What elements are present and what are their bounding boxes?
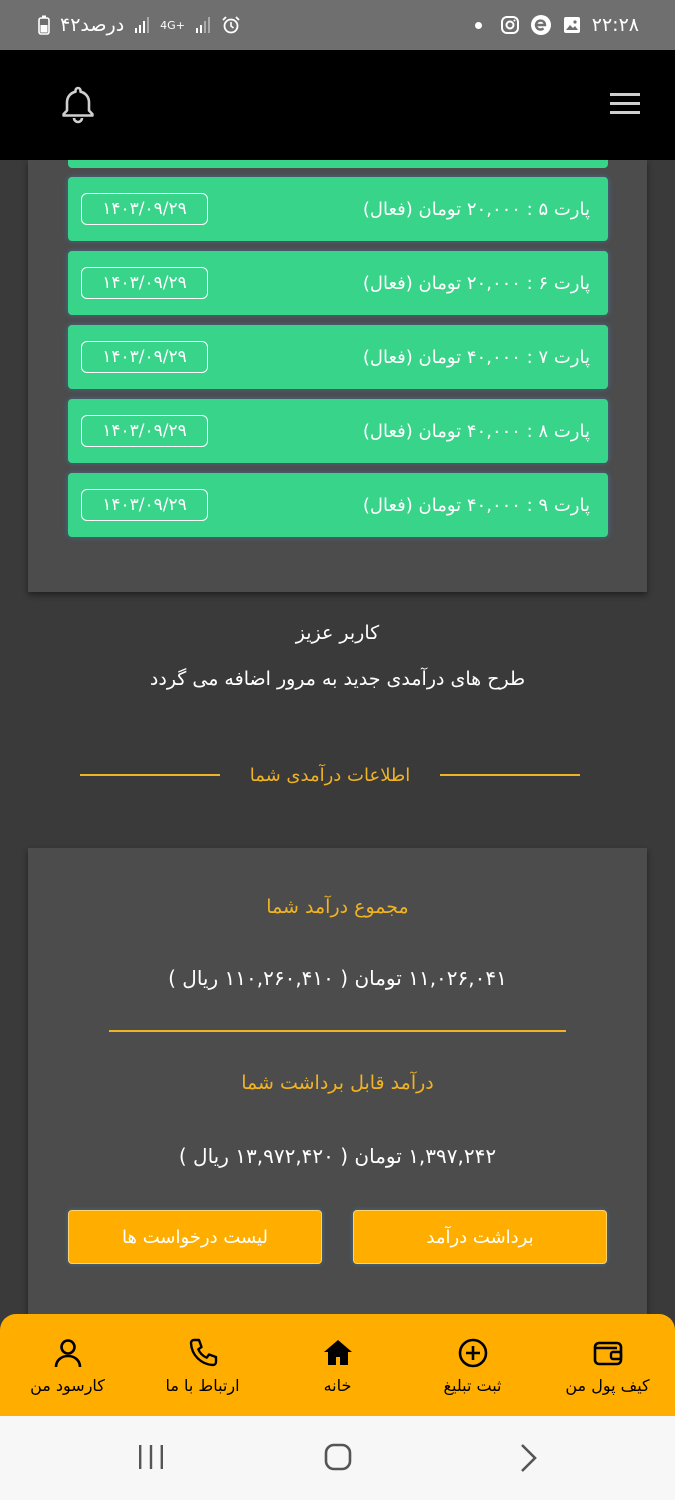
installment-date-badge: ۱۴۰۳/۰۹/۲۹	[81, 341, 208, 373]
installment-row	[68, 177, 608, 241]
bottom-navigation	[0, 1314, 675, 1416]
phone-icon	[186, 1336, 220, 1370]
installment-label: پارت ۶ : ۲۰,۰۰۰ تومان (فعال)	[362, 272, 590, 294]
notification-dot	[475, 22, 482, 29]
heading-divider-right	[440, 774, 580, 776]
installment-row	[68, 473, 608, 537]
installments-card	[28, 160, 647, 592]
installment-date-badge: ۱۴۰۳/۰۹/۲۹	[81, 267, 208, 299]
plus-circle-icon	[456, 1336, 490, 1370]
withdraw-income-button[interactable]: برداشت درآمد	[353, 1210, 607, 1264]
hamburger-menu-icon	[609, 90, 641, 118]
signal-icon	[134, 16, 150, 34]
status-right	[475, 14, 639, 36]
status-left	[38, 14, 241, 36]
battery-icon	[38, 15, 50, 35]
nav-label: کیف پول من	[565, 1376, 650, 1395]
app-e-icon	[530, 14, 552, 36]
installment-date-badge: ۱۴۰۳/۰۹/۲۹	[81, 415, 208, 447]
bell-icon	[56, 82, 100, 126]
withdrawable-income-title: درآمد قابل برداشت شما	[241, 1072, 434, 1094]
nav-label: کارسود من	[30, 1376, 105, 1395]
installment-row-partial	[68, 160, 608, 168]
installment-label: پارت ۵ : ۲۰,۰۰۰ تومان (فعال)	[362, 198, 590, 220]
network-type: 4G+	[160, 18, 185, 32]
installment-label: پارت ۹ : ۴۰,۰۰۰ تومان (فعال)	[362, 494, 590, 516]
gallery-icon	[562, 15, 582, 35]
installment-row	[68, 399, 608, 463]
dear-user-text: کاربر عزیز	[295, 622, 380, 644]
income-divider	[109, 1030, 566, 1032]
nav-item-wallet[interactable]	[540, 1314, 675, 1416]
heading-text: اطلاعات درآمدی شما	[249, 764, 411, 786]
instagram-icon	[500, 15, 520, 35]
system-navigation-bar	[0, 1416, 675, 1500]
status-bar	[0, 0, 675, 50]
back-icon[interactable]	[516, 1442, 540, 1474]
withdrawable-income-value: ۱,۳۹۷,۲۴۲ تومان ( ۱۳,۹۷۲,۴۲۰ ریال )	[178, 1144, 497, 1168]
status-time: ۲۲:۲۸	[591, 14, 639, 36]
installment-date-badge: ۱۴۰۳/۰۹/۲۹	[81, 489, 208, 521]
battery-text: ۴۲درصد	[60, 14, 125, 36]
nav-item-post-ad[interactable]	[405, 1314, 540, 1416]
installment-date-badge: ۱۴۰۳/۰۹/۲۹	[81, 193, 208, 225]
nav-item-contact[interactable]	[135, 1314, 270, 1416]
alarm-icon	[221, 15, 241, 35]
nav-item-home[interactable]	[270, 1314, 405, 1416]
installment-label: پارت ۷ : ۴۰,۰۰۰ تومان (فعال)	[362, 346, 590, 368]
nav-label: ثبت تبلیغ	[443, 1376, 502, 1395]
requests-list-button[interactable]: لیست درخواست ها	[68, 1210, 322, 1264]
hamburger-menu-button[interactable]	[609, 90, 641, 118]
notifications-button[interactable]	[56, 82, 100, 126]
nav-item-profile[interactable]	[0, 1314, 135, 1416]
home-system-icon[interactable]	[323, 1442, 353, 1472]
income-info-heading	[80, 760, 580, 790]
app-header	[0, 50, 675, 160]
wallet-icon	[591, 1336, 625, 1370]
installment-label: پارت ۸ : ۴۰,۰۰۰ تومان (فعال)	[362, 420, 590, 442]
user-icon	[51, 1336, 85, 1370]
nav-label: ارتباط با ما	[165, 1376, 240, 1395]
nav-label: خانه	[323, 1376, 352, 1395]
signal-icon-2	[195, 16, 211, 34]
home-icon	[321, 1336, 355, 1370]
new-plans-note: طرح های درآمدی جدید به مرور اضافه می گردد	[149, 668, 526, 690]
income-card	[28, 848, 647, 1318]
total-income-value: ۱۱,۰۲۶,۰۴۱ تومان ( ۱۱۰,۲۶۰,۴۱۰ ریال )	[168, 966, 507, 990]
recent-apps-icon[interactable]	[137, 1442, 165, 1472]
total-income-title: مجموع درآمد شما	[266, 896, 409, 918]
installment-row	[68, 325, 608, 389]
installment-row	[68, 251, 608, 315]
heading-divider-left	[80, 774, 220, 776]
